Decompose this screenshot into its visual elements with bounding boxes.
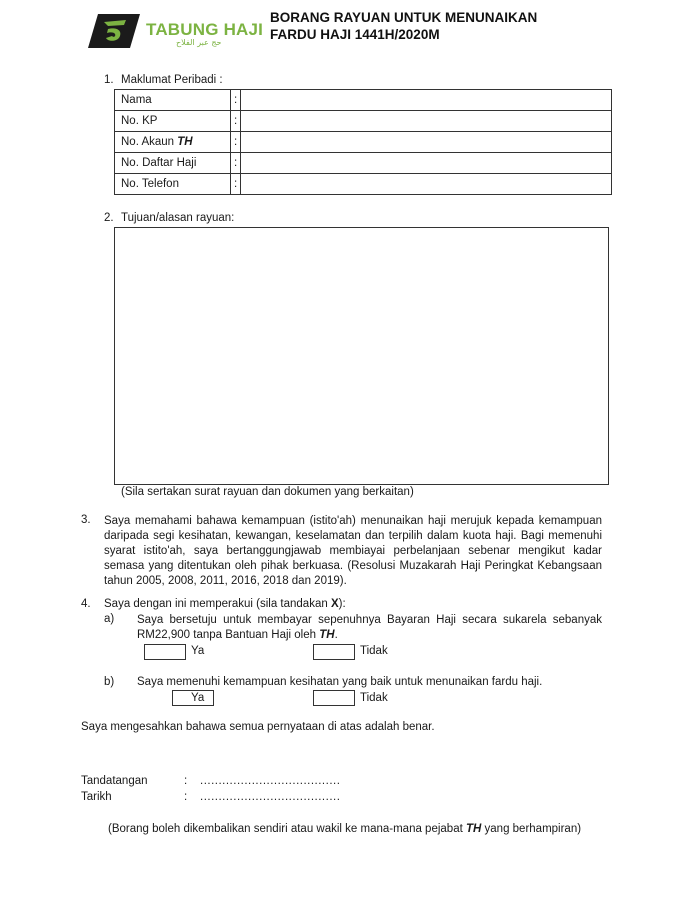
table-row	[115, 111, 612, 132]
phone-label: No. Telefon	[115, 174, 231, 195]
personal-info-table	[114, 89, 612, 195]
item-a-yes-checkbox[interactable]	[144, 644, 186, 660]
item-a-yes-label: Ya	[191, 645, 205, 657]
colon: :	[231, 153, 241, 174]
account-number-field[interactable]	[241, 132, 612, 153]
item-a-label: a)	[104, 613, 115, 625]
table-row	[115, 90, 612, 111]
item-b-text: Saya memenuhi kemampuan kesihatan yang baik untuk menunaikan fardu haji.	[137, 676, 543, 688]
colon: :	[231, 90, 241, 111]
colon: :	[231, 111, 241, 132]
appeal-reason-textarea[interactable]	[114, 227, 609, 485]
form-title	[270, 9, 537, 43]
section-1-heading: Maklumat Peribadi :	[121, 74, 223, 86]
tabung-haji-logo-icon	[86, 12, 142, 50]
section-2-heading: Tujuan/alasan rayuan:	[121, 212, 235, 224]
section-4-heading: Saya dengan ini memperakui (sila tandakan X):	[104, 598, 346, 610]
ic-number-label: No. KP	[115, 111, 231, 132]
hajj-registration-label: No. Daftar Haji	[115, 153, 231, 174]
table-row	[115, 153, 612, 174]
item-a-no-checkbox[interactable]	[313, 644, 355, 660]
logo-arabic-text: حج عبر الفلاح	[176, 38, 222, 47]
title-line-1: BORANG RAYUAN UNTUK MENUNAIKAN	[270, 10, 538, 25]
colon: :	[184, 775, 188, 787]
footer-note: (Borang boleh dikembalikan sendiri atau wakil ke mana-mana pejabat TH yang berhampiran)	[108, 823, 582, 835]
ic-number-field[interactable]	[241, 111, 612, 132]
item-a-no-label: Tidak	[360, 645, 388, 657]
phone-field[interactable]	[241, 174, 612, 195]
section-3-number: 3.	[81, 514, 91, 526]
name-field[interactable]	[241, 90, 612, 111]
logo-text: TABUNG HAJI	[146, 20, 264, 39]
name-label: Nama	[115, 90, 231, 111]
signature-label: Tandatangan	[81, 775, 148, 787]
item-b-yes-label: Ya	[191, 692, 205, 704]
item-b-no-label: Tidak	[360, 692, 388, 704]
colon: :	[231, 132, 241, 153]
section-3-text: Saya memahami bahawa kemampuan (istito'ah) menunaikan haji merujuk kepada kemampuan daripada segi kesihatan, kewangan, keselamatan dan terpilih dalam kuota haji. Bagi memenuhi syarat istito'ah, saya bertanggungjawab membiayai perbelanjaan sebenar mengikut kadar semasa yang ditentukan oleh pihak berkuasa. (Resolusi Muzakarah Haji Peringkat Kebangsaan tahun 2005, 2008, 2011, 2016, 2018 dan 2019).	[104, 515, 602, 587]
date-field[interactable]: ......................................	[200, 791, 341, 803]
table-row	[115, 132, 612, 153]
item-b-label: b)	[104, 676, 115, 688]
section-1-number: 1.	[104, 74, 114, 86]
date-label: Tarikh	[81, 791, 112, 803]
account-number-label: No. Akaun TH	[115, 132, 231, 153]
colon: :	[231, 174, 241, 195]
signature-field[interactable]: ......................................	[200, 775, 341, 787]
table-row	[115, 174, 612, 195]
section-4-number: 4.	[81, 598, 91, 610]
attachment-note: (Sila sertakan surat rayuan dan dokumen yang berkaitan)	[121, 486, 414, 498]
colon: :	[184, 791, 188, 803]
declaration-text: Saya mengesahkan bahawa semua pernyataan di atas adalah benar.	[81, 721, 435, 733]
title-line-2: FARDU HAJI 1441H/2020M	[270, 27, 440, 42]
hajj-registration-field[interactable]	[241, 153, 612, 174]
section-2-number: 2.	[104, 212, 114, 224]
item-a-text: Saya bersetuju untuk membayar sepenuhnya Bayaran Haji secara sukarela sebanyak RM22,900 tanpa Bantuan Haji oleh TH.	[137, 614, 602, 641]
item-b-no-checkbox[interactable]	[313, 690, 355, 706]
